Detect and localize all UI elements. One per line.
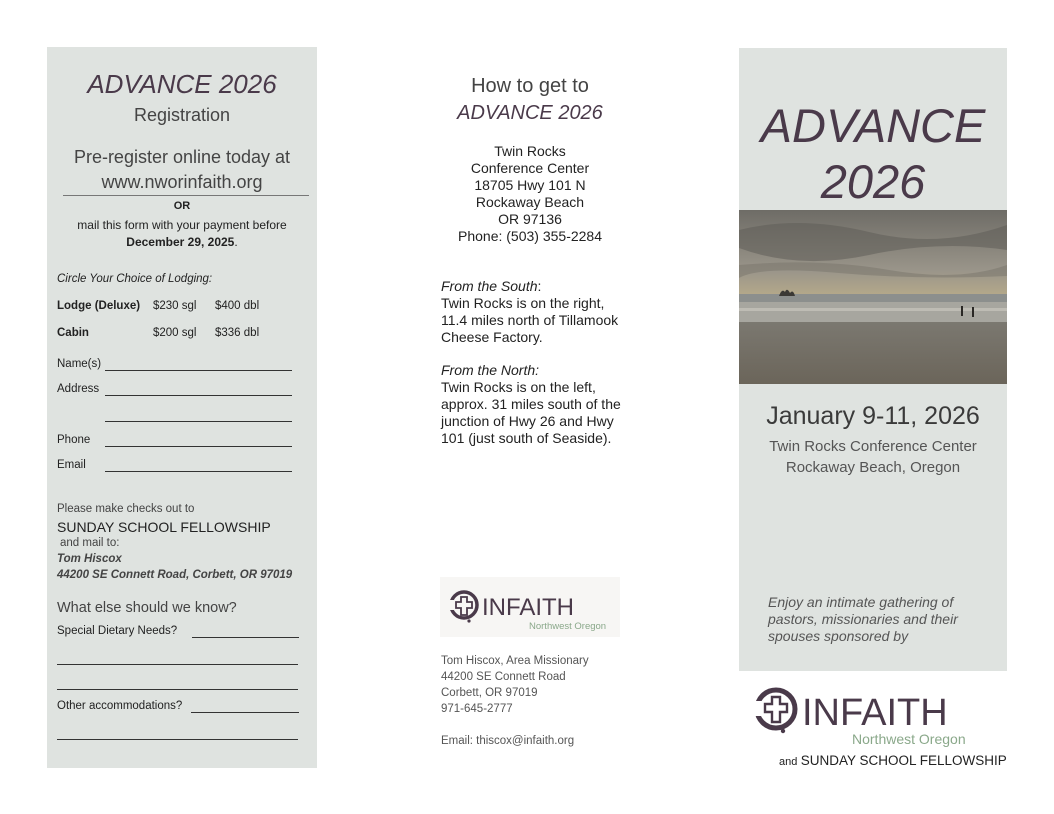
lodging-instruction: Circle Your Choice of Lodging: [57,273,213,285]
registration-panel [47,47,317,768]
cover-panel [739,48,1007,671]
venue-name: Twin Rocks Conference Center [769,438,977,455]
directions-south [441,278,631,346]
directions-north [441,362,631,447]
contact-line: 44200 SE Connett Road [441,671,566,683]
mail-to-label: and mail to: [60,537,120,549]
svg-text:Northwest Oregon: Northwest Oregon [852,731,966,747]
registration-subtitle: Registration [133,105,231,125]
mail-instructions [47,217,317,251]
infaith-logo [440,577,620,637]
deadline [47,234,317,251]
lodging-dbl-price: $400 dbl [215,300,260,312]
registration-title: ADVANCE 2026 [87,69,277,99]
dietary-line2-field[interactable] [57,652,298,665]
cover-title [739,98,1007,210]
svg-text:INFAITH: INFAITH [802,692,948,734]
other-label: Other accommodations? [57,700,183,712]
lodging-name: Lodge (Deluxe) [57,300,141,312]
other-line2-field[interactable] [57,727,298,740]
phone-field-label: Phone [57,434,91,446]
payment-instructions [57,501,312,583]
fellowship-name: SUNDAY SCHOOL FELLOWSHIP [800,753,1007,768]
infaith-logo-mark-icon [440,577,620,637]
svg-text:Northwest Oregon: Northwest Oregon [529,621,607,632]
address-field-label: Address [57,383,100,395]
lodging-sgl-price: $230 sgl [153,300,197,312]
dietary-label: Special Dietary Needs? [57,625,178,637]
deadline-date: December 29, 2025 [126,235,235,249]
north-text: Twin Rocks is on the left, approx. 31 miles south of the junction of Hwy 26 and Hwy 101 (just south of Seaside). [441,379,621,446]
south-colon: : [537,278,542,294]
contact-line: Corbett, OR 97019 [441,687,538,699]
recipient-address: 44200 SE Connett Road, Corbett, OR 97019 [57,569,293,581]
south-label: From the South [441,278,538,294]
email-field[interactable] [105,459,292,472]
event-date: January 9-11, 2026 [766,402,980,430]
email-field-label: Email [57,459,86,471]
or-label: OR [173,200,191,212]
event-tagline: Enjoy an intimate gathering of pastors, missionaries and their spouses sponsored by [768,594,958,644]
payee-name: SUNDAY SCHOOL FELLOWSHIP [57,519,271,535]
mail-text: mail this form with your payment before [77,218,287,232]
contact-email: Email: thiscox@infaith.org [441,735,575,747]
address-line2-field[interactable] [105,409,292,422]
venue-location: Rockaway Beach, Oregon [785,459,961,476]
contact-line: 971-645-2777 [441,703,513,715]
phone-field[interactable] [105,434,292,447]
fellowship-credit [779,753,1007,768]
name-field[interactable] [105,358,292,371]
dietary-field[interactable] [192,625,299,638]
name-field-label: Name(s) [57,358,102,370]
divider [63,195,309,196]
address-line: Twin Rocks [494,143,566,159]
other-field[interactable] [191,700,299,713]
preregister-text: Pre-register online today at www.nworinfaith.org [73,147,291,192]
cover-title-line1: ADVANCE [760,99,986,152]
directions-heading: How to get to [471,75,589,97]
dietary-line3-field[interactable] [57,677,298,690]
contact-line: Tom Hiscox, Area Missionary [441,655,589,667]
checks-label: Please make checks out to [57,503,195,515]
venue-phone: Phone: (503) 355-2284 [458,228,602,244]
deadline-period: . [234,235,238,249]
north-label: From the North: [441,362,540,378]
south-text: Twin Rocks is on the right, 11.4 miles north of Tillamook Cheese Factory. [441,295,619,345]
address-field[interactable] [105,383,292,396]
lodging-dbl-price: $336 dbl [215,327,260,339]
lodging-sgl-price: $200 sgl [153,327,197,339]
event-venue [739,436,1007,478]
address-line: OR 97136 [498,211,562,227]
missionary-contact [441,653,589,749]
cover-title-line2: 2026 [820,155,926,208]
address-line: 18705 Hwy 101 N [474,177,586,193]
infaith-logo-large-icon [752,683,982,749]
recipient-name: Tom Hiscox [57,553,122,565]
svg-text:INFAITH: INFAITH [482,594,575,621]
directions-event-name: ADVANCE 2026 [457,102,603,124]
venue-address [430,143,630,245]
beach-photo [739,210,1007,384]
address-line: Rockaway Beach [475,194,585,210]
and-prefix: and [779,756,798,768]
directions-panel [430,47,630,768]
what-else-heading: What else should we know? [57,600,237,616]
lodging-name: Cabin [57,327,89,339]
address-line: Conference Center [470,160,590,176]
